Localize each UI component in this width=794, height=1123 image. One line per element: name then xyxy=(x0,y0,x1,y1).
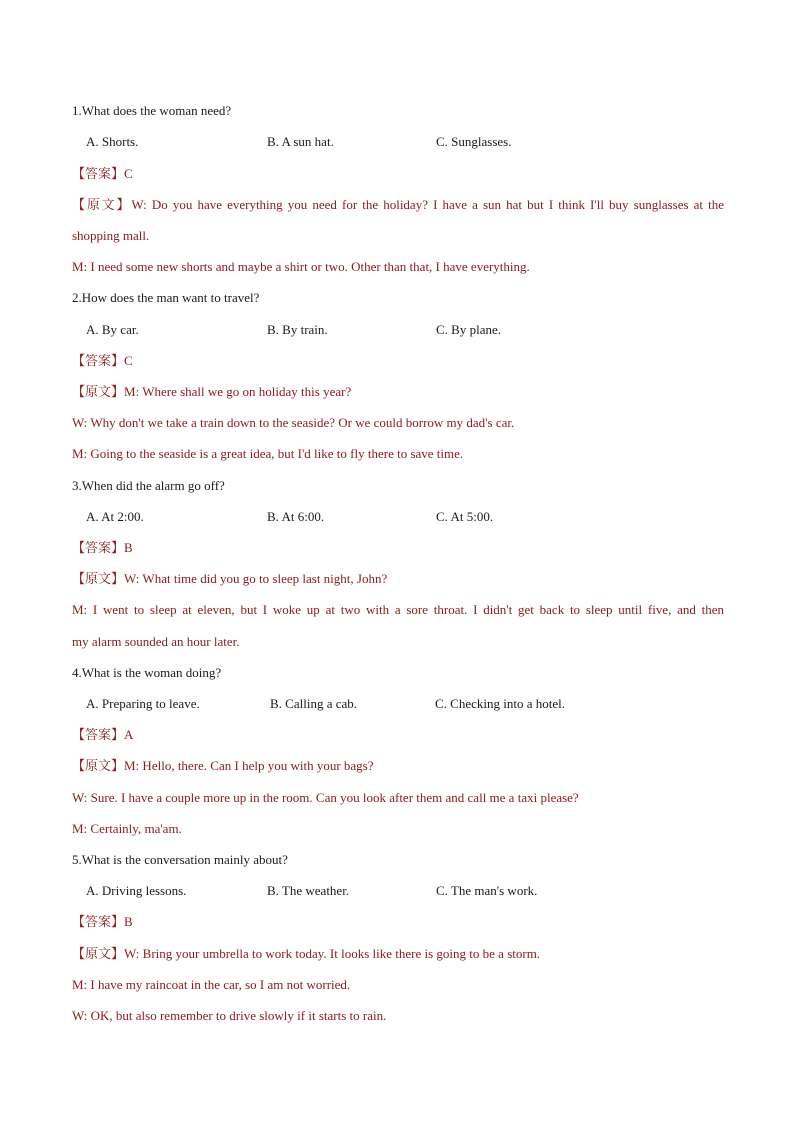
option-b: B. At 6:00. xyxy=(267,509,325,524)
question-2: 2.How does the man want to travel? xyxy=(72,290,260,305)
answer-label: 【答案】 xyxy=(72,727,125,742)
transcript-2-line-2: W: Why don't we take a train down to the seaside? Or we could borrow my dad's car. xyxy=(72,415,515,430)
answer-value: C xyxy=(124,353,133,368)
answer-1 xyxy=(72,166,724,182)
option-a: A. Driving lessons. xyxy=(86,883,187,898)
answer-5 xyxy=(72,914,724,930)
option-c: C. By plane. xyxy=(436,322,501,337)
option-a: A. Preparing to leave. xyxy=(86,696,200,711)
transcript-text: M: Hello, there. Can I help you with your bags? xyxy=(124,758,374,773)
option-b: B. By train. xyxy=(267,322,328,337)
transcript-label: 【原文】 xyxy=(72,946,125,961)
option-a: A. At 2:00. xyxy=(86,509,144,524)
question-3: 3.When did the alarm go off? xyxy=(72,478,225,493)
option-c: C. Sunglasses. xyxy=(436,134,512,149)
answer-value: C xyxy=(124,166,133,181)
transcript-label: 【原文】 xyxy=(72,758,125,773)
question-5: 5.What is the conversation mainly about? xyxy=(72,852,288,867)
answer-value: B xyxy=(124,540,133,555)
option-c: C. Checking into a hotel. xyxy=(435,696,565,711)
answer-2 xyxy=(72,353,724,369)
answer-label: 【答案】 xyxy=(72,353,125,368)
answer-3 xyxy=(72,540,724,556)
option-c: C. The man's work. xyxy=(436,883,538,898)
answer-label: 【答案】 xyxy=(72,166,125,181)
answer-value: B xyxy=(124,914,133,929)
option-b: B. Calling a cab. xyxy=(270,696,358,711)
answer-label: 【答案】 xyxy=(72,914,125,929)
transcript-4-line-1 xyxy=(72,758,724,774)
transcript-2-line-1 xyxy=(72,384,724,400)
transcript-text: W: Do you have everything you need for the holiday? I have a sun hat but I think I'll buy sunglasses at the xyxy=(131,197,724,212)
option-a: A. By car. xyxy=(86,322,139,337)
question-4: 4.What is the woman doing? xyxy=(72,665,222,680)
transcript-5-line-2: M: I have my raincoat in the car, so I am not worried. xyxy=(72,977,351,992)
transcript-4-line-2: W: Sure. I have a couple more up in the room. Can you look after them and call me a taxi please? xyxy=(72,790,579,805)
transcript-label: 【原文】 xyxy=(72,571,125,586)
transcript-1-line-3: M: I need some new shorts and maybe a shirt or two. Other than that, I have everything. xyxy=(72,259,530,274)
answer-label: 【答案】 xyxy=(72,540,125,555)
transcript-2-line-3: M: Going to the seaside is a great idea, but I'd like to fly there to save time. xyxy=(72,446,464,461)
transcript-text: W: Bring your umbrella to work today. It looks like there is going to be a storm. xyxy=(124,946,541,961)
transcript-5-line-3: W: OK, but also remember to drive slowly if it starts to rain. xyxy=(72,1008,387,1023)
transcript-text: W: What time did you go to sleep last night, John? xyxy=(124,571,388,586)
transcript-1-line-2: shopping mall. xyxy=(72,228,150,243)
transcript-3-line-2: M: I went to sleep at eleven, but I woke up at two with a sore throat. I didn't get back to sleep until five, and then xyxy=(72,602,724,617)
transcript-3-line-3: my alarm sounded an hour later. xyxy=(72,634,240,649)
option-b: B. The weather. xyxy=(267,883,350,898)
question-1: 1.What does the woman need? xyxy=(72,103,232,118)
transcript-5-line-1 xyxy=(72,946,724,962)
transcript-label: 【原文】 xyxy=(72,197,132,212)
transcript-1-line-1 xyxy=(72,197,724,213)
transcript-4-line-3: M: Certainly, ma'am. xyxy=(72,821,182,836)
transcript-3-line-1 xyxy=(72,571,724,587)
option-c: C. At 5:00. xyxy=(436,509,494,524)
answer-4 xyxy=(72,727,724,743)
transcript-text: M: Where shall we go on holiday this year? xyxy=(124,384,352,399)
option-a: A. Shorts. xyxy=(86,134,139,149)
answer-value: A xyxy=(124,727,134,742)
transcript-label: 【原文】 xyxy=(72,384,125,399)
option-b: B. A sun hat. xyxy=(267,134,334,149)
